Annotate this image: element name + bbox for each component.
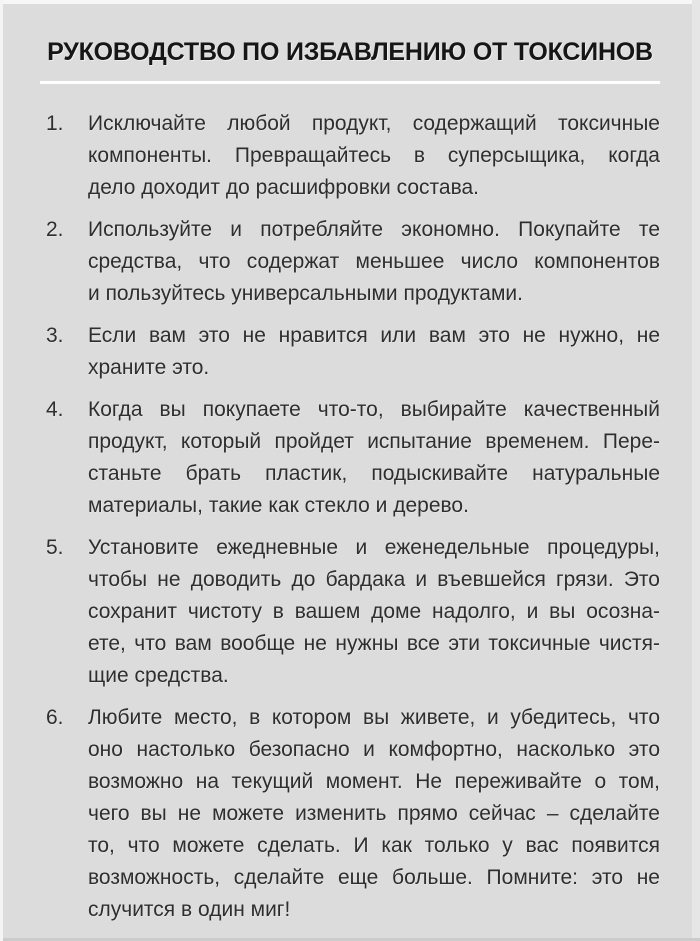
item-text [88,320,660,384]
text-line: Исключайте любой продукт, содержащий токсичные [88,112,660,135]
page-edge-right [692,0,700,941]
text-line: сохранит чистоту в вашем доме надолго, и вы осозна- [88,600,660,623]
page-title: РУКОВОДСТВО ПО ИЗБАВЛЕНИЮ ОТ ТОКСИНОВ [47,38,653,66]
list-item [40,108,660,204]
text-line: Любите место, в котором вы живете, и убедитесь, что [88,706,660,729]
item-number: 2. [46,218,64,241]
text-line: материалы, такие как стекло и дерево. [88,494,469,517]
text-line: продукт, который пройдет испытание временем. Пере- [88,430,660,453]
text-line: Используйте и потребляйте экономно. Покупайте те [88,218,660,241]
item-number: 5. [46,536,64,559]
item-text [88,532,660,692]
list-item [40,394,660,522]
text-line: чего вы не можете изменить прямо сейчас – сделайте [88,802,660,825]
text-line: оно настолько безопасно и комфортно, насколько это [88,738,660,761]
title-divider [40,81,660,84]
text-line: Когда вы покупаете что-то, выбирайте качественный [88,398,660,421]
text-line: возможность, сделайте еще больше. Помните: это не [88,866,660,889]
list-item [40,320,660,384]
item-text [88,214,660,310]
text-line: станьте брать пластик, подыскивайте натуральные [88,462,660,485]
text-line: чтобы не доводить до бардака и въевшейся грязи. Это [88,568,660,591]
item-text [88,702,660,926]
item-text [88,394,660,522]
text-line: случится в один миг! [88,898,291,921]
text-line: то, что можете сделать. И как только у вас появится [88,834,660,857]
text-line: возможно на текущий момент. Не переживайте о том, [88,770,660,793]
list-item [40,702,660,926]
text-line: щие средства. [88,664,229,687]
page-edge-top [0,0,700,4]
text-line: дело доходит до расшифровки состава. [88,176,480,199]
text-line: и пользуйтесь универсальными продуктами. [88,282,523,305]
item-number: 1. [46,112,64,135]
item-number: 4. [46,398,64,421]
toxin-list [40,108,660,926]
text-line: компоненты. Превращайтесь в суперсыщика, когда [88,144,660,167]
page-edge-left [0,0,3,941]
text-line: средства, что содержат меньшее число компонентов [88,250,660,273]
text-line: Установите ежедневные и еженедельные процедуры, [88,536,660,559]
text-line: Если вам это не нравится или вам это не нужно, не [88,324,660,347]
item-number: 6. [46,706,64,729]
item-number: 3. [46,324,64,347]
list-item [40,214,660,310]
text-line: ете, что вам вообще не нужны все эти токсичные чистя- [88,632,660,655]
list-item [40,532,660,692]
item-text [88,108,660,204]
text-line: храните это. [88,356,210,379]
